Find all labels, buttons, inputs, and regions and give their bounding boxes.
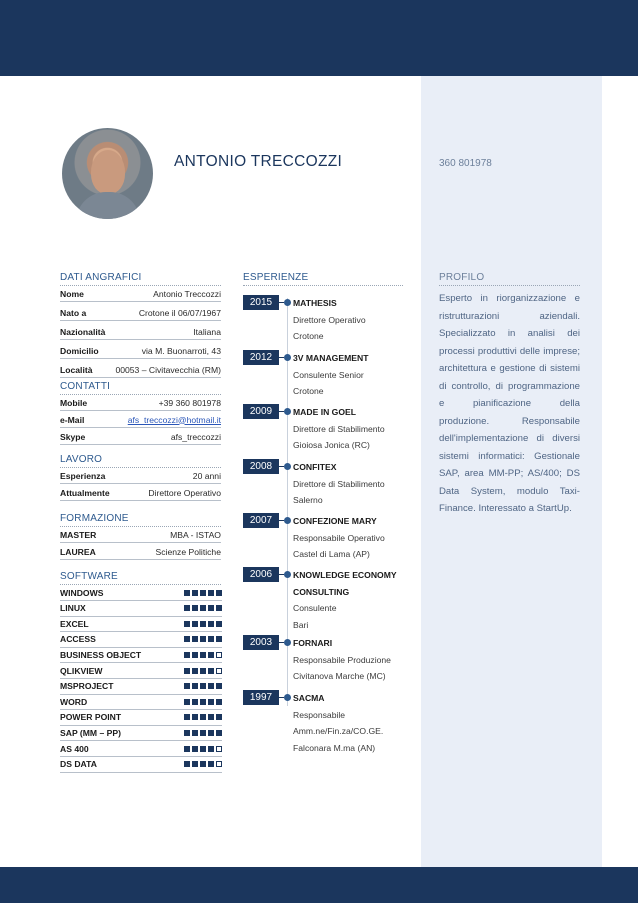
- row-value: Crotone il 06/07/1967: [138, 307, 221, 318]
- filled-square-icon: [192, 714, 198, 720]
- year-badge: 2003: [243, 635, 279, 650]
- filled-square-icon: [192, 746, 198, 752]
- software-name: QLIKVIEW: [60, 665, 103, 676]
- timeline-dot-icon: [284, 517, 291, 524]
- software-row: [60, 725, 222, 741]
- year-badge: 2008: [243, 459, 279, 474]
- portrait-face: [91, 150, 125, 194]
- job-location: Salerno: [293, 495, 323, 505]
- software-row: [60, 616, 222, 632]
- skill-level-squares: [184, 699, 222, 705]
- software-name: WORD: [60, 696, 88, 707]
- software-row: [60, 710, 222, 726]
- job-role: Responsabile Produzione: [293, 654, 391, 665]
- filled-square-icon: [200, 668, 206, 674]
- year-badge: 2007: [243, 513, 279, 528]
- section-title-dati: DATI ANGRAFICI: [60, 272, 142, 283]
- filled-square-icon: [200, 683, 206, 689]
- job-location: Castel di Lama (AP): [293, 549, 370, 559]
- software-name: DS DATA: [60, 759, 97, 770]
- software-name: MSPROJECT: [60, 681, 114, 692]
- company-name: CONFEZIONE MARY: [293, 516, 377, 526]
- filled-square-icon: [184, 746, 190, 752]
- skill-level-squares: [184, 590, 222, 596]
- empty-square-icon: [216, 652, 222, 658]
- skill-level-squares: [184, 714, 222, 720]
- filled-square-icon: [184, 761, 190, 767]
- filled-square-icon: [208, 761, 214, 767]
- software-row: [60, 679, 222, 695]
- row-key: Esperienza: [60, 470, 106, 481]
- section-title-esperienze: ESPERIENZE: [243, 272, 309, 283]
- filled-square-icon: [200, 636, 206, 642]
- header-phone: 360 801978: [439, 158, 492, 169]
- year-badge: 1997: [243, 690, 279, 705]
- company-name-cont: CONSULTING: [293, 586, 350, 597]
- filled-square-icon: [200, 621, 206, 627]
- company-name: MADE IN GOEL: [293, 407, 357, 417]
- filled-square-icon: [200, 699, 206, 705]
- software-name: EXCEL: [60, 618, 89, 629]
- job-role: Responsabile Operativo: [293, 532, 385, 543]
- section-title-lavoro: LAVORO: [60, 454, 103, 465]
- company-name: 3V MANAGEMENT: [293, 353, 369, 363]
- skill-level-squares: [184, 605, 222, 611]
- header-band: [0, 0, 638, 76]
- timeline-dot-icon: [284, 571, 291, 578]
- row-key: Skype: [60, 431, 86, 442]
- software-name: WINDOWS: [60, 587, 104, 598]
- empty-square-icon: [216, 668, 222, 674]
- filled-square-icon: [200, 652, 206, 658]
- filled-square-icon: [200, 730, 206, 736]
- filled-square-icon: [208, 605, 214, 611]
- job-location: Bari: [293, 619, 309, 630]
- section-title-profilo: PROFILO: [439, 272, 485, 283]
- row-value: 00053 – Civitavecchia (RM): [115, 364, 221, 375]
- software-name: AS 400: [60, 743, 89, 754]
- section-divider: [243, 285, 403, 286]
- filled-square-icon: [192, 699, 198, 705]
- section-title-formazione: FORMAZIONE: [60, 513, 129, 524]
- empty-square-icon: [216, 746, 222, 752]
- filled-square-icon: [192, 761, 198, 767]
- skill-level-squares: [184, 683, 222, 689]
- row-key: Attualmente: [60, 487, 110, 498]
- timeline-dot-icon: [284, 463, 291, 470]
- software-name: BUSINESS OBJECT: [60, 649, 142, 660]
- filled-square-icon: [200, 761, 206, 767]
- filled-square-icon: [192, 636, 198, 642]
- filled-square-icon: [208, 636, 214, 642]
- filled-square-icon: [184, 652, 190, 658]
- filled-square-icon: [184, 668, 190, 674]
- job-role: Direttore di Stabilimento: [293, 478, 385, 489]
- dati-row: [60, 286, 221, 302]
- row-key: MASTER: [60, 529, 97, 540]
- skill-level-squares: [184, 668, 222, 674]
- job-location: Civitanova Marche (MC): [293, 671, 386, 681]
- row-value: +39 360 801978: [158, 397, 221, 408]
- dati-row: [60, 343, 221, 359]
- portrait-shirt: [76, 192, 140, 219]
- filled-square-icon: [208, 621, 214, 627]
- filled-square-icon: [216, 730, 222, 736]
- filled-square-icon: [216, 683, 222, 689]
- filled-square-icon: [200, 605, 206, 611]
- timeline-dot-icon: [284, 694, 291, 701]
- row-key: Nato a: [60, 307, 87, 318]
- formazione-row: [60, 527, 221, 543]
- filled-square-icon: [192, 730, 198, 736]
- lavoro-row: [60, 485, 221, 501]
- contatti-row: [60, 429, 221, 445]
- row-value: afs_treccozzi: [170, 431, 221, 442]
- row-value: Scienze Politiche: [155, 546, 221, 557]
- filled-square-icon: [216, 699, 222, 705]
- year-badge: 2009: [243, 404, 279, 419]
- filled-square-icon: [200, 590, 206, 596]
- section-title-software: SOFTWARE: [60, 571, 118, 582]
- software-row: [60, 601, 222, 617]
- job-location: Falconara M.ma (AN): [293, 742, 376, 753]
- footer-band: [0, 867, 638, 903]
- company-name: KNOWLEDGE ECONOMY: [293, 570, 397, 580]
- software-row: [60, 585, 222, 601]
- software-row: [60, 757, 222, 773]
- row-value: 20 anni: [192, 470, 221, 481]
- contatti-row: [60, 395, 221, 411]
- software-name: ACCESS: [60, 634, 96, 645]
- dati-row: [60, 362, 221, 378]
- filled-square-icon: [192, 605, 198, 611]
- row-key: LAUREA: [60, 546, 96, 557]
- skill-level-squares: [184, 761, 222, 767]
- filled-square-icon: [184, 683, 190, 689]
- filled-square-icon: [200, 746, 206, 752]
- filled-square-icon: [208, 668, 214, 674]
- profile-text: Esperto in riorganizzazione e ristrutturazioni aziendali. Specializzato in analisi dei processi produttivi delle imprese; architettura e gestione di sistemi di controllo, di programmazione e pianificazione della produzione. Responsabile dell'implementazione di diversi sistemi informatici: Gestionale SAP, area MM-PP; AS/400; DS Data System, modulo Taxi-Finance. Interessato a StartUp.: [439, 293, 580, 514]
- job-role-cont: Amm.ne/Fin.za/CO.GE.: [293, 726, 384, 736]
- job-role: Consulente: [293, 603, 337, 613]
- timeline-dot-icon: [284, 299, 291, 306]
- row-key: e-Mail: [60, 414, 85, 425]
- filled-square-icon: [184, 714, 190, 720]
- job-location: Gioiosa Jonica (RC): [293, 440, 370, 450]
- filled-square-icon: [208, 714, 214, 720]
- dati-row: [60, 305, 221, 321]
- formazione-row: [60, 544, 221, 560]
- job-location: Crotone: [293, 386, 324, 396]
- row-key: Mobile: [60, 397, 88, 408]
- skill-level-squares: [184, 746, 222, 752]
- filled-square-icon: [216, 636, 222, 642]
- timeline-dot-icon: [284, 639, 291, 646]
- skill-level-squares: [184, 730, 222, 736]
- filled-square-icon: [184, 699, 190, 705]
- job-role: Responsabile: [293, 709, 346, 720]
- row-value: Antonio Treccozzi: [153, 288, 221, 299]
- filled-square-icon: [208, 683, 214, 689]
- row-value: MBA - ISTAO: [170, 529, 221, 540]
- software-name: LINUX: [60, 603, 86, 614]
- filled-square-icon: [192, 590, 198, 596]
- row-value: Italiana: [193, 326, 221, 337]
- software-row: [60, 647, 222, 663]
- year-badge: 2006: [243, 567, 279, 582]
- filled-square-icon: [208, 590, 214, 596]
- dati-row: [60, 324, 221, 340]
- filled-square-icon: [208, 730, 214, 736]
- filled-square-icon: [184, 590, 190, 596]
- candidate-name: ANTONIO TRECCOZZI: [174, 153, 343, 170]
- skill-level-squares: [184, 652, 222, 658]
- software-row: [60, 663, 222, 679]
- filled-square-icon: [192, 683, 198, 689]
- company-name: CONFITEX: [293, 462, 337, 472]
- skill-level-squares: [184, 636, 222, 642]
- software-row: [60, 694, 222, 710]
- row-key: Domicilio: [60, 345, 99, 356]
- row-value: via M. Buonarroti, 43: [141, 345, 221, 356]
- software-name: SAP (MM – PP): [60, 727, 121, 738]
- row-key: Località: [60, 364, 93, 375]
- row-value: Direttore Operativo: [148, 487, 221, 498]
- contatti-row: [60, 412, 221, 428]
- filled-square-icon: [192, 621, 198, 627]
- filled-square-icon: [208, 746, 214, 752]
- skill-level-squares: [184, 621, 222, 627]
- filled-square-icon: [208, 699, 214, 705]
- empty-square-icon: [216, 761, 222, 767]
- filled-square-icon: [216, 590, 222, 596]
- year-badge: 2015: [243, 295, 279, 310]
- filled-square-icon: [216, 714, 222, 720]
- job-role: Direttore di Stabilimento: [293, 423, 385, 434]
- filled-square-icon: [208, 652, 214, 658]
- timeline-dot-icon: [284, 408, 291, 415]
- company-name: MATHESIS: [293, 298, 337, 308]
- section-title-contatti: CONTATTI: [60, 381, 111, 392]
- filled-square-icon: [200, 714, 206, 720]
- company-name: FORNARI: [293, 638, 333, 648]
- email-link[interactable]: afs_treccozzi@hotmail.it: [127, 414, 221, 425]
- filled-square-icon: [192, 652, 198, 658]
- job-role: Direttore Operativo: [293, 314, 366, 325]
- company-name: SACMA: [293, 693, 325, 703]
- row-key: Nome: [60, 288, 84, 299]
- filled-square-icon: [184, 605, 190, 611]
- row-key: Nazionalità: [60, 326, 106, 337]
- filled-square-icon: [184, 730, 190, 736]
- filled-square-icon: [192, 668, 198, 674]
- software-row: [60, 632, 222, 648]
- section-divider: [439, 285, 580, 286]
- filled-square-icon: [184, 636, 190, 642]
- filled-square-icon: [216, 605, 222, 611]
- timeline-dot-icon: [284, 354, 291, 361]
- job-location: Crotone: [293, 331, 324, 341]
- software-row: [60, 741, 222, 757]
- lavoro-row: [60, 468, 221, 484]
- job-role: Consulente Senior: [293, 369, 364, 380]
- filled-square-icon: [184, 621, 190, 627]
- filled-square-icon: [216, 621, 222, 627]
- profile-photo: [62, 128, 153, 219]
- software-name: POWER POINT: [60, 712, 122, 723]
- year-badge: 2012: [243, 350, 279, 365]
